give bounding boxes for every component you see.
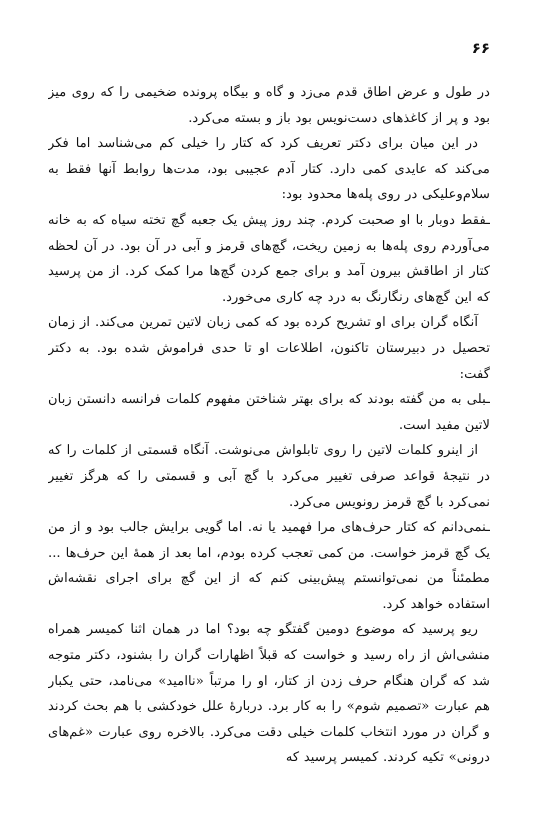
book-page <box>48 38 490 818</box>
dialogue-paragraph: ـنمی‌دانم که کتار حرف‌های مرا فهمید یا نه. اما گویی برایش جالب بود و از من یک گچ قرمز خواست. من کمی تعجب کرده بودم، اما بعد از همهٔ این حرف‌ها ... مطمئناً من نمی‌توانستم پیش‌بینی کنم که از این گچ برای اجرای نقشه‌اش استفاده خواهد کرد. <box>48 520 490 612</box>
page-number: ۶۶ <box>471 39 490 57</box>
dialogue-paragraph: ـبلی به من گفته بودند که برای بهتر شناختن مفهوم کلمات فرانسه دانستن زبان لاتین مفید است. <box>48 392 490 433</box>
paragraph: از اینرو کلمات لاتین را روی تابلواش می‌نوشت. آنگاه قسمتی از کلمات را که در نتیجهٔ قواعد صرفی تغییر می‌کرد با گچ آبی و قسمتی را که هرگز تغییر نمی‌کرد با گچ قرمز رونویس می‌کرد. <box>48 443 490 510</box>
paragraph: در این میان برای دکتر تعریف کرد که کتار را خیلی کم می‌شناسد اما فکر می‌کند که عایدی کمی دارد. کتار آدم عجیبی بود، مدت‌ها روابط آنها فقط به سلام‌وعلیکی در روی پله‌ها محدود بود: <box>48 136 490 203</box>
paragraph: آنگاه گران برای او تشریح کرده بود که کمی زبان لاتین تمرین می‌کند. از زمان تحصیل در دبیرستان تاکنون، اطلاعات او تا حدی فراموش شده بود. به دکتر گفت: <box>48 315 490 382</box>
dialogue-paragraph: ـفقط دوبار با او صحبت کردم. چند روز پیش یک جعبه گچ تخته سیاه که به خانه می‌آوردم روی پله‌ها به زمین ریخت، گچ‌های قرمز و آبی در آن بود. در آن لحظه کتار از اطاقش بیرون آمد و برای جمع کردن گچ‌ها مرا کمک کرد. از من پرسید که این گچ‌های رنگارنگ به درد چه کاری می‌خورد. <box>48 212 490 305</box>
body-text <box>48 80 490 771</box>
paragraph: ریو پرسید که موضوع دومین گفتگو چه بود؟ اما در همان اثنا کمیسر همراه منشی‌اش از راه رسید و خواست که قبلاً اظهارات گران را بشنود، دکتر متوجه شد که گران هنگام حرف زدن از کتار، او را مرتباً «ناامید» می‌نامد، حتی یکبار هم عبارت «تصمیم شوم» را به کار برد. دربارهٔ علل خودکشی با هم بحث کردند و گران در مورد انتخاب کلمات خیلی دقت می‌کرد. بالاخره روی عبارت «غم‌های درونی» تکیه کردند. کمیسر پرسید که <box>48 622 490 766</box>
paragraph: در طول و عرض اطاق قدم می‌زد و گاه و بیگاه پرونده ضخیمی را که روی میز بود و پر از کاغذهای دست‌نویس بود باز و بسته می‌کرد. <box>48 85 490 126</box>
